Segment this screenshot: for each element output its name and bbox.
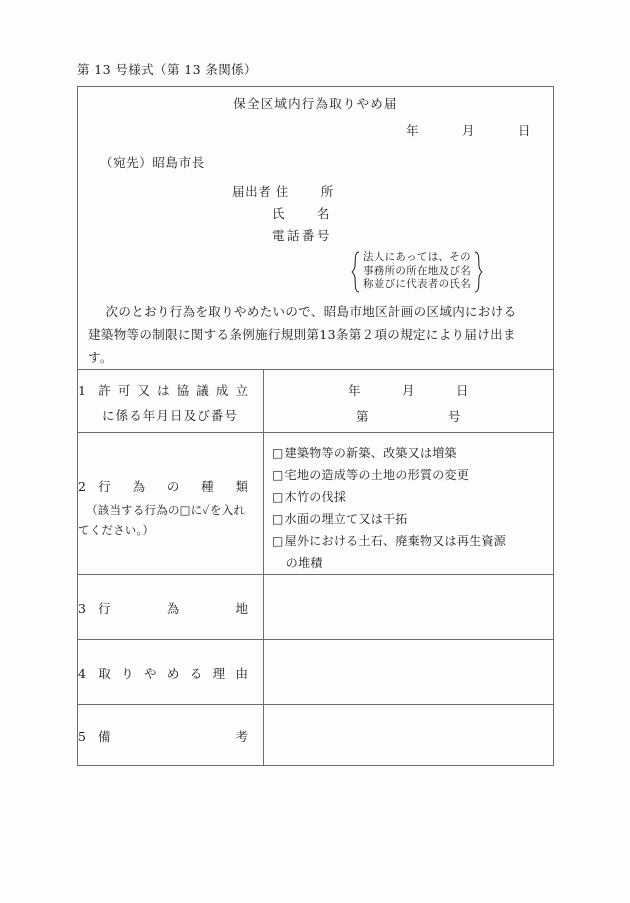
checkbox-icon[interactable]: □ — [272, 512, 284, 526]
statement-paragraph — [78, 300, 553, 369]
brace-right-icon — [473, 251, 484, 293]
table-row — [78, 433, 554, 575]
row5-number: 5 — [78, 729, 86, 744]
checkbox-icon[interactable]: □ — [272, 446, 284, 460]
checkbox-label-continued: の堆積 — [285, 556, 323, 570]
list-item[interactable] — [272, 530, 547, 574]
row1-label-cell — [78, 370, 264, 433]
submitter-address-label: 住 所 — [275, 184, 334, 199]
row3-label-line — [78, 575, 263, 617]
checkbox-label: 木竹の伐採 — [284, 490, 347, 504]
submitter-phone-row — [232, 225, 553, 247]
row4-value-cell[interactable] — [264, 640, 554, 705]
row1-label-line1 — [78, 370, 263, 399]
row1-value-cell[interactable] — [264, 370, 554, 433]
date-year-label: 年 — [406, 123, 420, 138]
table-row — [78, 705, 554, 766]
row3-label-cell — [78, 575, 264, 640]
row1-number-line — [264, 399, 553, 425]
statement-line-2: 建築物等の制限に関する条例施行規則第13条第２項の規定により届け出ま — [88, 327, 516, 342]
date-day-label: 日 — [518, 123, 532, 138]
statement-line-3: す。 — [88, 350, 113, 365]
document-title: 保全区域内行為取りやめ届 — [233, 96, 398, 111]
row2-instruction — [78, 495, 263, 540]
table-row — [78, 370, 554, 433]
corporate-note-line-3: 称並びに代表者の氏名 — [363, 278, 471, 290]
row1-date-line — [264, 370, 553, 399]
list-item[interactable] — [272, 486, 547, 508]
submitter-heading: 届出者 — [232, 184, 272, 199]
checkbox-label: 宅地の造成等の土地の形質の変更 — [284, 468, 470, 482]
row1-gou-label: 号 — [447, 409, 461, 424]
row5-label-text: 備考 — [97, 729, 248, 744]
row1-month-label: 月 — [402, 383, 416, 398]
row2-value-cell — [264, 433, 554, 575]
corporate-note-line-2: 事務所の所在地及び名 — [363, 264, 471, 277]
row3-label-text: 行為地 — [97, 601, 248, 616]
row5-label-cell — [78, 705, 264, 766]
submitter-block — [78, 181, 553, 247]
row2-label-line — [78, 433, 263, 495]
row1-label-line2 — [78, 399, 263, 424]
submitter-address-row — [232, 181, 553, 203]
row5-value-cell[interactable] — [264, 705, 554, 766]
checkbox-icon[interactable]: □ — [272, 468, 284, 482]
row2-instruction-line2: てください。） — [78, 523, 155, 537]
statement-line-1: 次のとおり行為を取りやめたいので、昭島市地区計画の区域内における — [105, 304, 517, 319]
row4-label-line — [78, 640, 263, 682]
row4-label-text: 取りやめる理由 — [98, 666, 249, 681]
list-item[interactable] — [272, 464, 547, 486]
row1-label-text2: に係る年月日及び番号 — [102, 408, 239, 423]
checkbox-icon[interactable]: □ — [272, 490, 284, 504]
checkbox-label: 水面の埋立て又は干拓 — [284, 512, 408, 526]
table-row — [78, 640, 554, 705]
table-row — [78, 575, 554, 640]
row2-label-cell — [78, 433, 264, 575]
row1-number: 1 — [78, 383, 87, 398]
corporate-note-line-1: 法人にあっては、その — [363, 251, 471, 263]
form-header-row — [78, 87, 554, 370]
notification-form-table — [77, 86, 554, 766]
list-item[interactable] — [272, 508, 547, 530]
brace-left-icon — [350, 251, 361, 293]
submitter-name-row — [232, 203, 553, 225]
corporate-note-lines — [361, 251, 473, 293]
submitter-name-label: 氏 名 — [272, 206, 330, 221]
row2-instruction-line1: （該当する行為の□に✓を入れ — [86, 503, 246, 517]
submission-date-line — [78, 121, 553, 139]
row2-label-text: 行為の種類 — [98, 479, 249, 494]
date-month-label: 月 — [462, 123, 476, 138]
row4-label-cell — [78, 640, 264, 705]
row1-day-label: 日 — [455, 383, 469, 398]
row5-label-line — [78, 705, 263, 745]
row2-number: 2 — [78, 479, 87, 494]
form-number-heading: 第 13 号様式（第 13 条関係） — [77, 62, 257, 77]
addressee-line: （宛先）昭島市長 — [100, 155, 205, 170]
row1-dai-label: 第 — [356, 409, 370, 424]
row4-number: 4 — [78, 666, 87, 681]
checkbox-icon[interactable]: □ — [272, 534, 284, 548]
submitter-phone-label: 電話番号 — [272, 228, 330, 243]
action-type-checklist — [264, 433, 553, 574]
row3-number: 3 — [78, 601, 86, 616]
checkbox-label: 屋外における土石、廃棄物又は再生資源 — [284, 534, 507, 548]
row1-year-label: 年 — [348, 383, 362, 398]
checkbox-label: 建築物等の新築、改築又は増築 — [284, 446, 457, 460]
form-header-cell — [78, 87, 554, 370]
list-item[interactable] — [272, 442, 547, 464]
row3-value-cell[interactable] — [264, 575, 554, 640]
corporate-note — [78, 251, 553, 293]
row1-label-text1: 許可又は協議成立 — [98, 383, 249, 398]
